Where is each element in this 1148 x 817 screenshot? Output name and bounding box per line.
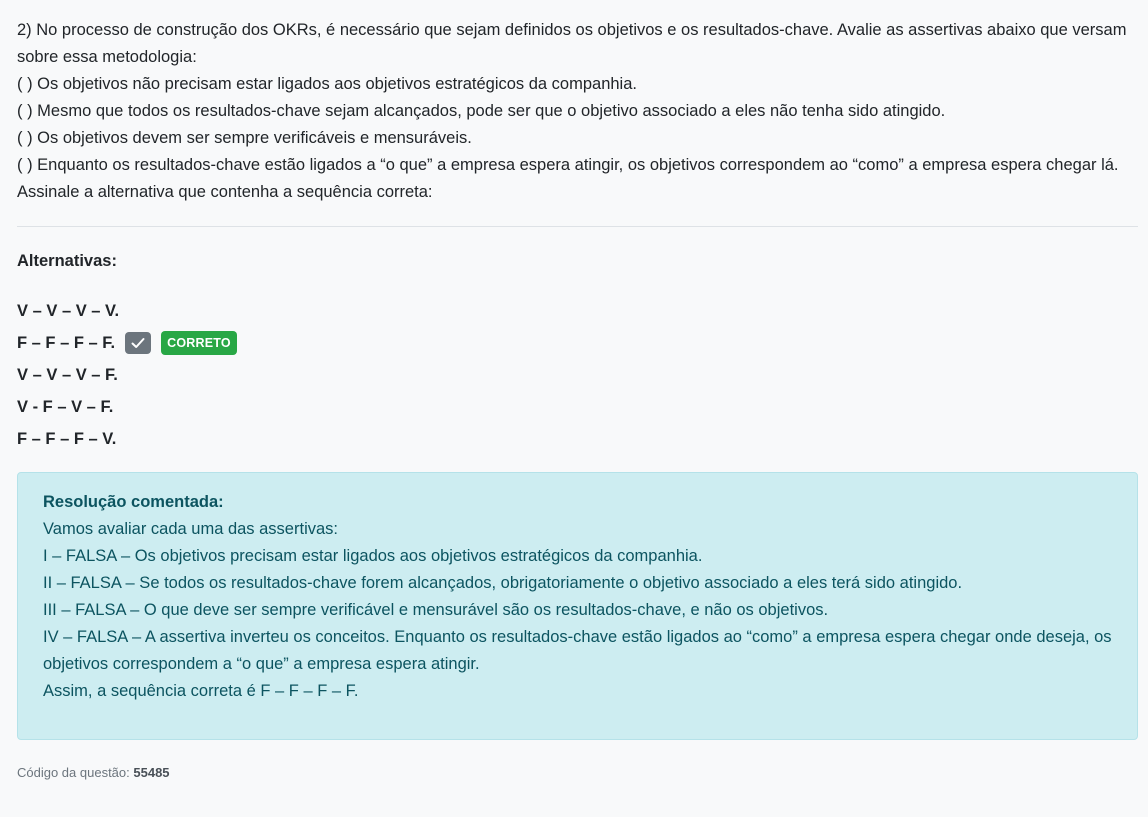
alternative-label: V - F – V – F.: [17, 397, 114, 416]
resolution-item-3: III – FALSA – O que deve ser sempre verificável e mensurável são os resultados-chave, e não os objetivos.: [43, 601, 829, 619]
assertion-3: ( ) Os objetivos devem ser sempre verificáveis e mensuráveis.: [17, 129, 472, 147]
alternative-4[interactable]: [17, 391, 1137, 423]
resolution-item-4: IV – FALSA – A assertiva inverteu os conceitos. Enquanto os resultados-chave estão ligados ao “como” a empresa espera chegar onde deseja, os objetivos correspondem a “o que” a empresa espera atingir.: [43, 628, 1112, 673]
resolution-item-1: I – FALSA – Os objetivos precisam estar ligados aos objetivos estratégicos da companhia.: [43, 547, 703, 565]
question-code: [17, 765, 1137, 780]
alternative-label: V – V – V – F.: [17, 365, 118, 384]
resolution-item-2: II – FALSA – Se todos os resultados-chave forem alcançados, obrigatoriamente o objetivo associado a eles terá sido atingido.: [43, 574, 963, 592]
question-statement: [17, 17, 1137, 206]
alternative-label: F – F – F – V.: [17, 429, 117, 448]
assertion-1: ( ) Os objetivos não precisam estar ligados aos objetivos estratégicos da companhia.: [17, 75, 637, 93]
check-icon: [125, 332, 151, 354]
alternatives-list: [17, 295, 1137, 455]
alternative-1[interactable]: [17, 295, 1137, 327]
alternative-label: F – F – F – F.: [17, 333, 116, 352]
question-text: 2) No processo de construção dos OKRs, é necessário que sejam definidos os objetivos e os resultados-chave. Avalie as assertivas abaixo que versam sobre essa metodologia:: [17, 21, 1127, 66]
alternative-5[interactable]: [17, 423, 1137, 455]
alternative-2-selected[interactable]: [17, 327, 1137, 359]
resolution-conclusion: Assim, a sequência correta é F – F – F – F.: [43, 682, 359, 700]
question-code-value: 55485: [133, 765, 170, 780]
question-instruction: Assinale a alternativa que contenha a sequência correta:: [17, 183, 433, 201]
resolution-intro: Vamos avaliar cada uma das assertivas:: [43, 520, 338, 538]
assertion-2: ( ) Mesmo que todos os resultados-chave sejam alcançados, pode ser que o objetivo associado a eles não tenha sido atingido.: [17, 102, 946, 120]
alternatives-title: Alternativas:: [17, 252, 117, 270]
alternative-3[interactable]: [17, 359, 1137, 391]
assertion-4: ( ) Enquanto os resultados-chave estão ligados a “o que” a empresa espera atingir, os objetivos correspondem ao “como” a empresa espera chegar lá.: [17, 156, 1119, 174]
alternative-label: V – V – V – V.: [17, 301, 120, 320]
question-code-label: Código da questão:: [17, 765, 130, 780]
divider: [17, 226, 1138, 227]
resolution-title: Resolução comentada:: [43, 493, 224, 511]
resolution-box: [17, 472, 1138, 740]
correct-badge: CORRETO: [161, 331, 237, 355]
